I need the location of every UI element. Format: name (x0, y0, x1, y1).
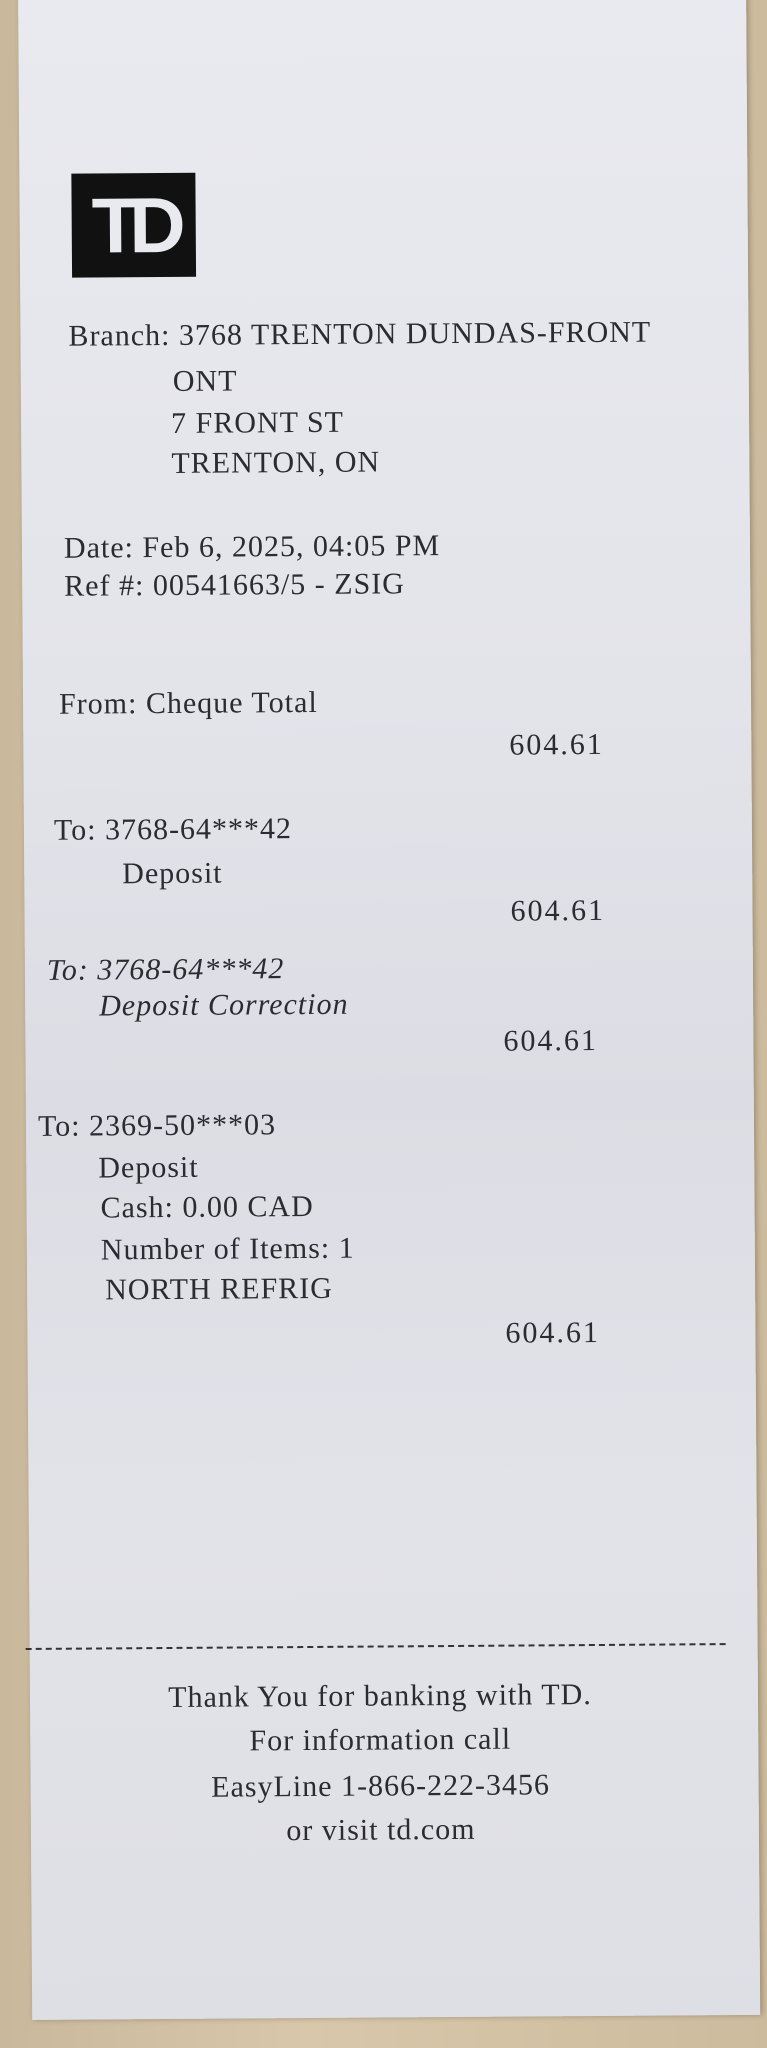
branch-line-1: Branch: 3768 TRENTON DUNDAS-FRONT (68, 315, 652, 353)
td-logo-text: TD (91, 180, 177, 269)
footer-thanks: Thank You for banking with TD. (168, 1678, 592, 1714)
receipt (18, 0, 760, 2020)
receipt-date: Date: Feb 6, 2025, 04:05 PM (63, 529, 441, 565)
transaction-type: Deposit (122, 856, 223, 891)
receipt-ref: Ref #: 00541663/5 - ZSIG (64, 567, 405, 603)
footer-info: For information call (249, 1722, 512, 1758)
transaction-item-count: Number of Items: 1 (100, 1231, 355, 1267)
transaction-amount: 604.61 (503, 1023, 599, 1058)
td-logo (71, 173, 196, 278)
transaction-type: Deposit (98, 1150, 199, 1185)
divider-rule (26, 1643, 726, 1650)
transaction-from: From: Cheque Total (58, 685, 318, 721)
transaction-type: Deposit Correction (99, 987, 349, 1023)
footer-website: or visit td.com (286, 1812, 476, 1848)
branch-address: 7 FRONT ST (170, 405, 345, 440)
transaction-to-account: To: 3768-64***42 (53, 812, 293, 847)
transaction-amount: 604.61 (505, 1315, 601, 1350)
transaction-amount: 604.61 (509, 727, 604, 762)
transaction-memo: NORTH REFRIG (105, 1271, 333, 1307)
footer-phone: EasyLine 1-866-222-3456 (211, 1768, 551, 1804)
branch-city: TRENTON, ON (171, 445, 381, 480)
transaction-cash: Cash: 0.00 CAD (100, 1189, 314, 1225)
branch-line-2: ONT (172, 364, 238, 398)
transaction-to-account: To: 3768-64***42 (46, 952, 285, 987)
transaction-amount: 604.61 (510, 893, 606, 928)
transaction-to-account: To: 2369-50***03 (37, 1108, 277, 1143)
